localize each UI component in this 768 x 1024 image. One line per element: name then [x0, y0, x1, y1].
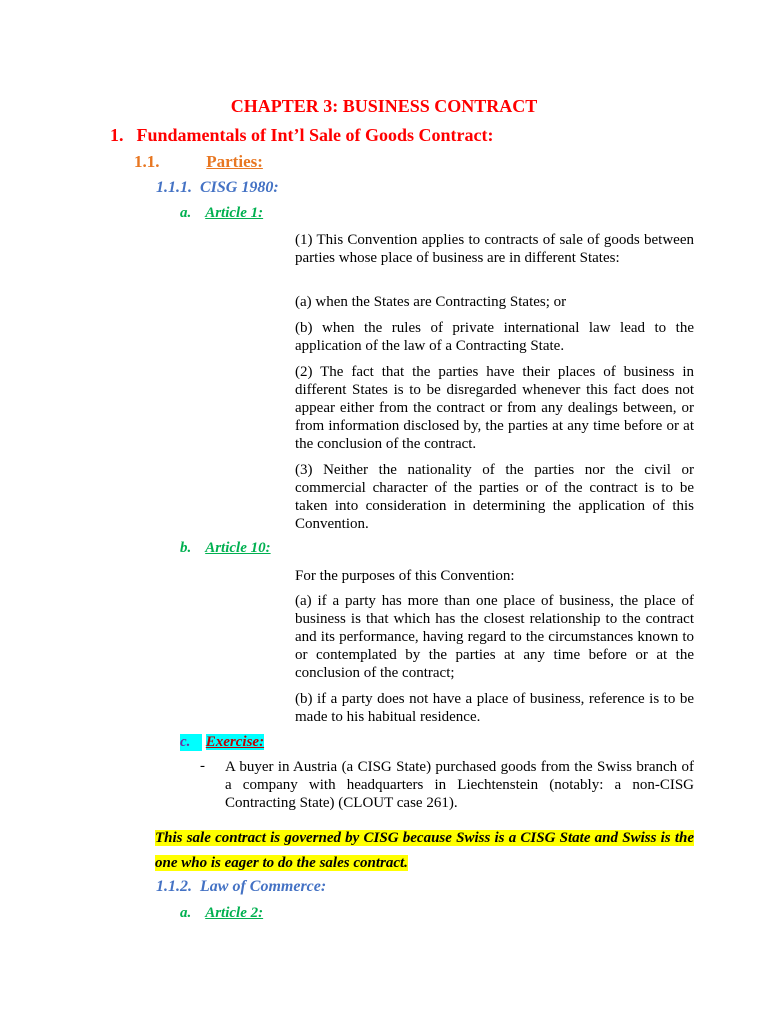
conclusion-highlight: This sale contract is governed by CISG because Swiss is a CISG State and Swiss is the one who is eager to do the sales contract. — [155, 830, 694, 871]
exercise-number: c. — [180, 734, 202, 751]
section-heading — [110, 125, 494, 146]
article1-paragraph-4: (2) The fact that the parties have their places of business in different States is to be disregarded whenever this fact does not appear either from the contract or from any dealings between, or from information disclosed by, the parties at any time before or at the conclusion of the contract. — [295, 364, 694, 452]
article10-paragraph-2: (a) if a party has more than one place of business, the place of business is that which has the closest relationship to the contract and its performance, having regard to the circumstances known to or contemplated by the parties at any time before or at the conclusion of the contract; — [295, 593, 694, 681]
article1-paragraph-1: (1) This Convention applies to contracts of sale of goods between parties whose place of business are in different States: — [295, 232, 694, 266]
exercise-text: A buyer in Austria (a CISG State) purchased goods from the Swiss branch of a company with headquarters in Liechtenstein (notably: a non-CISG Contracting State) (CLOUT case 261). — [225, 759, 694, 811]
article1-number: a. — [180, 205, 192, 221]
exercise-heading — [180, 734, 264, 751]
article1-label: Article 1: — [205, 205, 264, 221]
article1-paragraph-2: (a) when the States are Contracting States; or — [295, 294, 567, 310]
chapter-title: CHAPTER 3: BUSINESS CONTRACT — [230, 96, 538, 116]
exercise-label: Exercise: — [205, 734, 265, 750]
law-of-commerce-heading — [156, 878, 326, 896]
article2-label: Article 2: — [205, 905, 264, 921]
subsection-heading — [134, 152, 263, 172]
conclusion-text — [155, 826, 694, 876]
cisg-heading — [156, 179, 279, 197]
cisg-label: CISG 1980: — [200, 179, 279, 196]
article1-paragraph-3: (b) when the rules of private international law lead to the application of the law of a Contracting State. — [295, 320, 694, 354]
section-label: Fundamentals of Int’l Sale of Goods Contract: — [136, 125, 494, 145]
section-number: 1. — [110, 125, 124, 145]
article2-number: a. — [180, 905, 192, 921]
article10-paragraph-3: (b) if a party does not have a place of business, reference is to be made to his habitual residence. — [295, 691, 694, 725]
article1-paragraph-5: (3) Neither the nationality of the parties nor the civil or commercial character of the parties or of the contract is to be taken into consideration in determining the application of this Convention. — [295, 462, 694, 532]
article1-heading — [180, 205, 263, 222]
article10-label: Article 10: — [205, 540, 271, 556]
law-of-commerce-number: 1.1.2. — [156, 878, 192, 895]
article10-heading — [180, 540, 271, 557]
cisg-number: 1.1.1. — [156, 179, 192, 196]
article10-paragraph-1: For the purposes of this Convention: — [295, 568, 515, 584]
subsection-label: Parties: — [206, 152, 263, 171]
article2-heading — [180, 905, 263, 922]
exercise-bullet: - — [200, 758, 205, 774]
subsection-number: 1.1. — [134, 152, 160, 171]
law-of-commerce-label: Law of Commerce: — [200, 878, 327, 895]
article10-number: b. — [180, 540, 192, 556]
